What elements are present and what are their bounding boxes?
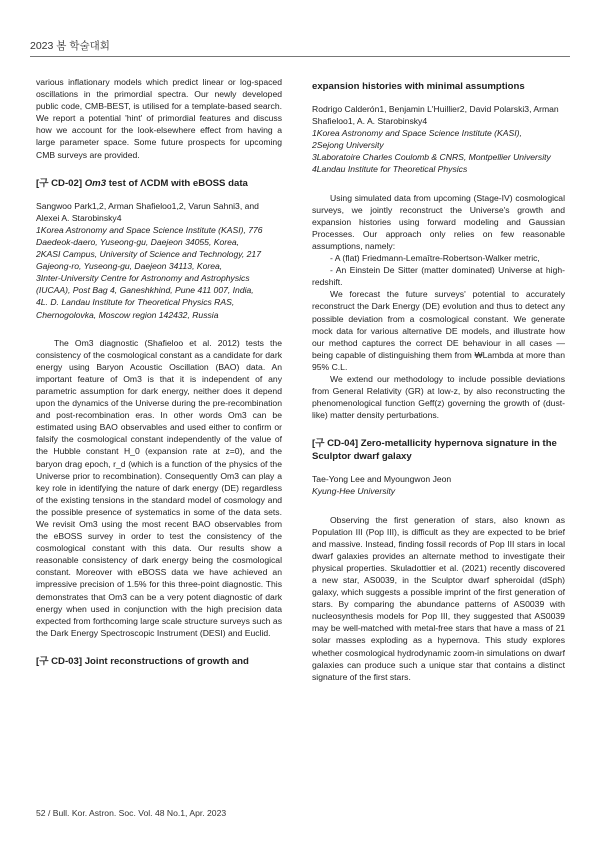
cd02-title: [구 CD-02] Om3 test of ΛCDM with eBOSS data [36, 177, 248, 189]
cd02-affiliation-1: 1Korea Astronomy and Space Science Institute (KASI), 776 Daedeok-daero, Yuseong-gu, Daejeon 34055, Korea, [36, 224, 263, 247]
cd04-authors: Tae-Yong Lee and Myoungwon Jeon [312, 474, 452, 485]
right-column [312, 80, 565, 683]
cd02-affiliation-3: 3Inter-University Centre for Astronomy and Astrophysics (IUCAA), Post Bag 4, Ganeshkhind, Pune 411 007, India, [36, 273, 254, 296]
cd03-assumption-2: - An Einstein De Sitter (matter dominated) Universe at high-redshift. [312, 265, 565, 288]
header-rule [30, 56, 570, 57]
cd03-title-part1: [구 CD-03] Joint reconstructions of growth and [36, 655, 249, 667]
cd03-paragraph-2: We forecast the future surveys' potential to accurately reconstruct the Dark Energy (DE) evolution and thus to detect any possible deviation from a cosmological constant. We generate mock data for various alternative DE models, and illustrate how our method captures the correct DE behaviour in all cases — being capable of distinguishing them from ₩Lambda at more than 95% C.L. [312, 289, 565, 372]
cd03-affiliation-4: 4Landau Institute for Theoretical Physics [312, 164, 468, 175]
cd04-abstract: Observing the first generation of stars, also known as Population III (Pop III), is difficult as they are expected to be brief and massive. Instead, finding fossil records of Pop III stars in local dwarf galaxies provides an alternate method to investigate their physical properties. Skuladottier et al. (2021) recently discovered a new star, AS0039, in the Sculptor dwarf spheroidal (dSph) galaxy, which suggests a possible imprint of the first generation of stars. By comparing the abundance patterns of AS0039 with nucleosynthesis models for Pop III, they suggested that AS0039 may be well-matched with metal-free stars that have a mass of 21 solar masses exploding as a hypernova. This study explores whether cosmological hydrodynamic zoom-in simulations on dwarf galaxies can produce such a unique star that contains a distinct signature of the first stars. [312, 514, 565, 682]
intro-paragraph: various inflationary models which predict linear or log-spaced oscillations in the primordial spectra. Our newly developed public code, CMB-BEST, is utilised for a template-based search. We report a potential 'hint' of primordial features and discuss how we account for the look-elsewhere effect from having a large parameter space. Some future prospects for upcoming CMB surveys are provided. [36, 77, 282, 160]
cd03-affiliation-3: 3Laboratoire Charles Coulomb & CNRS, Montpellier University [312, 152, 551, 163]
cd02-affiliation-2: 2KASI Campus, University of Science and Technology, 217 Gajeong-ro, Yuseong-gu, Daejeon 34113, Korea, [36, 249, 261, 272]
cd04-title: [구 CD-04] Zero-metallicity hypernova signature in the Sculptor dwarf galaxy [312, 438, 557, 463]
page-footer: 52 / Bull. Kor. Astron. Soc. Vol. 48 No.1, Apr. 2023 [36, 808, 227, 818]
cd03-title-part2: expansion histories with minimal assumptions [312, 81, 525, 92]
cd03-affiliation-2: 2Sejong University [312, 140, 384, 151]
cd02-authors: Sangwoo Park1,2, Arman Shafieloo1,2, Varun Sahni3, and Alexei A. Starobinsky4 [36, 200, 259, 223]
running-header: 2023 봄 학술대회 [30, 40, 110, 52]
cd03-assumption-1: - A (flat) Friedmann-Lemaître-Robertson-Walker metric, [330, 253, 540, 264]
cd02-affiliation-4: 4L. D. Landau Institute for Theoretical Physics RAS, Chernogolovka, Moscow region 142432, Russia [36, 297, 235, 320]
cd03-paragraph-1: Using simulated data from upcoming (Stage-IV) cosmological surveys, we jointly reconstruct the Universe's growth and expansion histories using forward modeling and Gaussian Processes. Our approach only relies on few reasonable assumptions, namely: [312, 192, 565, 251]
cd03-affiliation-1: 1Korea Astronomy and Space Science Institute (KASI), [312, 128, 522, 139]
cd03-authors: Rodrigo Calderón1, Benjamin L'Huillier2, David Polarski3, Arman Shafieloo1, A. A. Starobinsky4 [312, 104, 559, 127]
left-column [36, 76, 282, 668]
cd03-paragraph-3: We extend our methodology to include possible deviations from General Relativity (GR) at low-z, by also reconstructing the phenomenological function Geff(z) governing the growth of (dust-like) matter density perturbations. [312, 373, 565, 421]
cd02-abstract: The Om3 diagnostic (Shafieloo et al. 2012) tests the consistency of the cosmological constant as a candidate for dark energy using Baryon Acoustic Oscillation (BAO) data. An important feature of Om3 is that it is independent of any parametric assumption for dark energy, neither does it depend upon the dynamics of the Universe during the pre-recombination and post-recombination eras. In other words Om3 can be estimated using BAO observables and used either to confirm or falsify the cosmological constant independently of the value of the Hubble constant H_0 (expansion rate at z=0), and the baryon drag epoch, r_d (which is a function of the physics of the Universe prior to recombination). Consequently Om3 can play a key role in identifying the nature of dark energy (DE) regardless of the existing tensions in the standard model of cosmology and the possible presence of systematics in some of the data sets. We revisit Om3 using the most recent BAO observables from the eBOSS survey in order to test the consistency of the cosmological constant with this data. Our results show a reasonable consistency of dark energy being the cosmological constant. Moreover with eBOSS data we have achieved an impressive precision of 1.5% for this three-point diagnostic. This demonstrates that Om3 can be a very potent diagnostic of dark energy when used in conjunction with the high precision data expected from forthcoming large scale structure surveys such as the Dark Energy Spectroscopic Instrument (DESI) and Euclid. [36, 337, 282, 638]
cd04-affiliation: Kyung-Hee University [312, 486, 396, 497]
